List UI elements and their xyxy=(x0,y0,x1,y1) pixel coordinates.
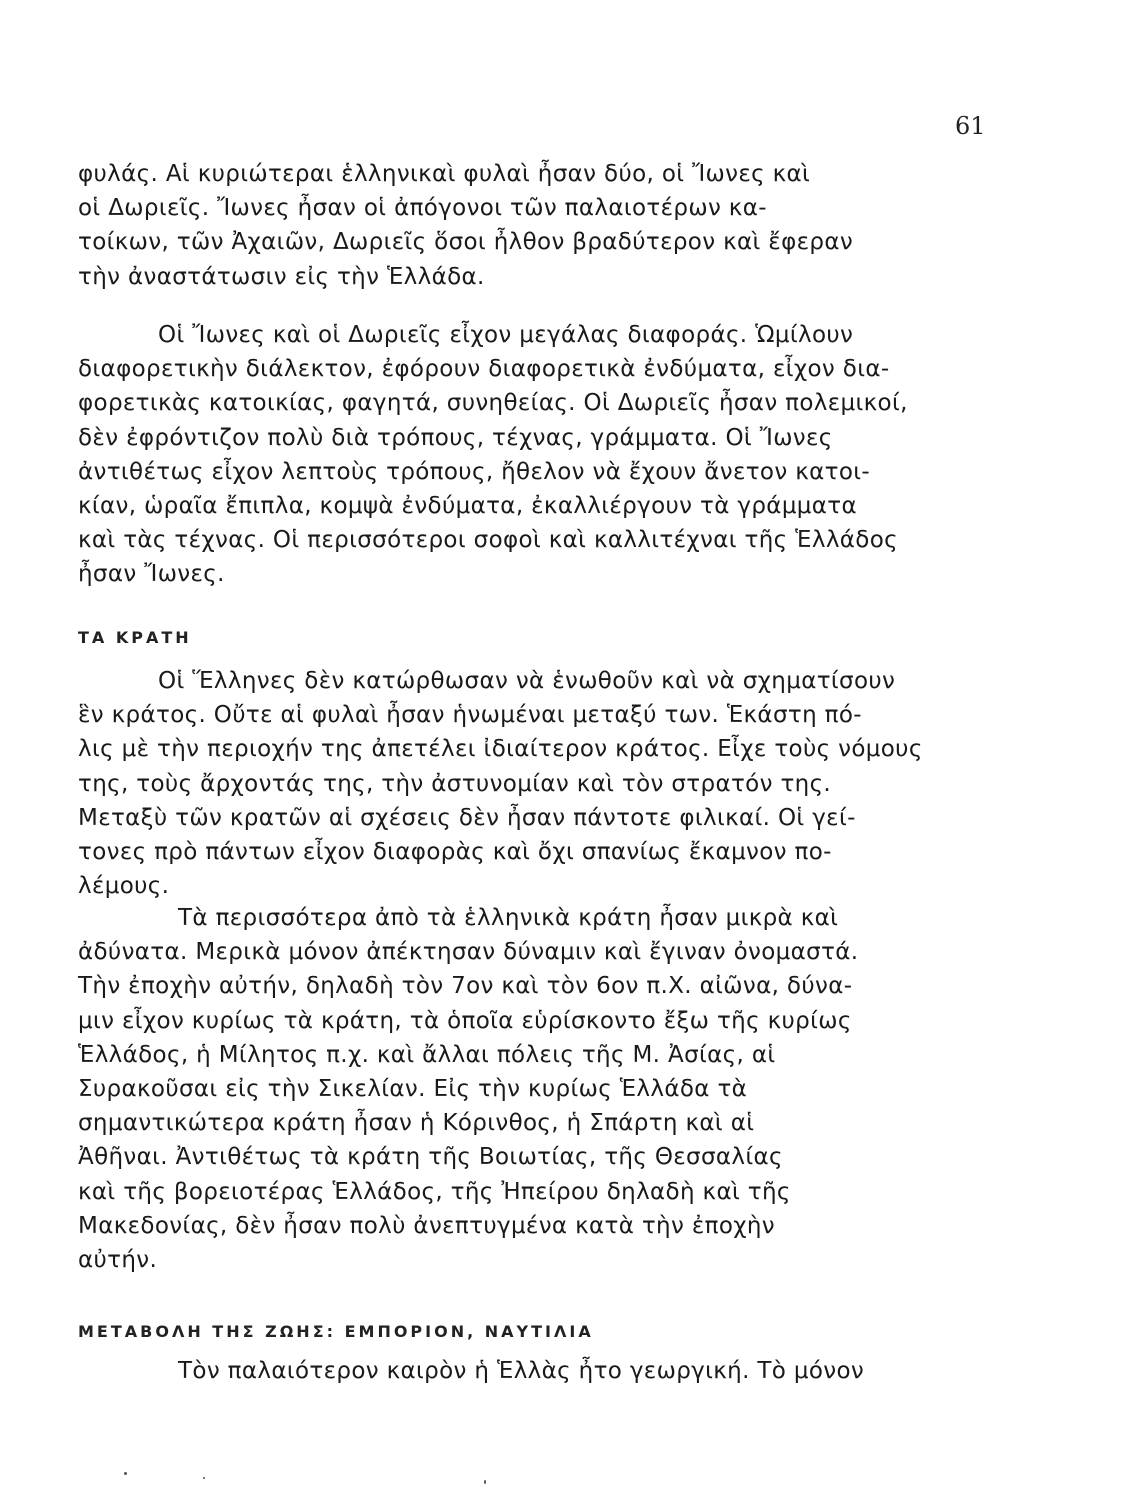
text-line: διαφορετικὴν διάλεκτον, ἐφόρουν διαφορετικὰ ἐνδύματα, εἶχον δια- xyxy=(78,356,890,383)
text-line: Τὰ περισσότερα ἀπὸ τὰ ἑλληνικὰ κράτη ἦσαν μικρὰ καὶ xyxy=(178,905,839,931)
scan-speck xyxy=(484,1480,486,1484)
paragraph-trade xyxy=(78,1354,988,1388)
text-line: δὲν ἐφρόντιζον πολὺ διὰ τρόπους, τέχνας, γράμματα. Οἱ Ἴωνες xyxy=(78,424,833,451)
text-line: Συρακοῦσαι εἰς τὴν Σικελίαν. Εἰς τὴν κυρίως Ἑλλάδα τὰ xyxy=(78,1075,748,1102)
text-line: της, τοὺς ἄρχοντάς της, τὴν ἀστυνομίαν καὶ τὸν στρατόν της. xyxy=(78,770,832,797)
text-line: φορετικὰς κατοικίας, φαγητά, συνηθείας. Οἱ Δωριεῖς ἦσαν πολεμικοί, xyxy=(78,390,908,417)
scan-speck xyxy=(203,1477,205,1479)
text-line: Μακεδονίας, δὲν ἦσαν πολὺ ἀνεπτυγμένα κατὰ τὴν ἐποχὴν xyxy=(78,1212,776,1239)
paragraph-states xyxy=(78,664,988,903)
text-line: Οἱ Ἕλληνες δὲν κατώρθωσαν νὰ ἑνωθοῦν καὶ νὰ σχηματίσουν xyxy=(158,668,896,694)
text-line: Ἀθῆναι. Ἀντιθέτως τὰ κράτη τῆς Βοιωτίας, τῆς Θεσσαλίας xyxy=(78,1144,783,1171)
text-line: ἦσαν Ἴωνες. xyxy=(78,561,225,588)
text-line: αὐτήν. xyxy=(78,1246,158,1273)
text-line: φυλάς. Αἱ κυριώτεραι ἑλληνικαὶ φυλαὶ ἦσαν δύο, οἱ Ἴωνες καὶ xyxy=(78,161,811,187)
text-line: οἱ Δωριεῖς. Ἴωνες ἦσαν οἱ ἀπόγονοι τῶν παλαιοτέρων κα- xyxy=(78,195,767,222)
text-line: καὶ τὰς τέχνας. Οἱ περισσότεροι σοφοὶ καὶ καλλιτέχναι τῆς Ἑλλάδος xyxy=(78,527,899,554)
text-line: τονες πρὸ πάντων εἶχον διαφορὰς καὶ ὄχι σπανίως ἔκαμνον πο- xyxy=(78,838,832,865)
section-heading-states: ΤΑ ΚΡΑΤΗ xyxy=(78,628,192,647)
text-line: Μεταξὺ τῶν κρατῶν αἱ σχέσεις δὲν ἦσαν πάντοτε φιλικαί. Οἱ γεί- xyxy=(78,804,856,831)
page-number: 61 xyxy=(955,112,986,140)
text-line: τὴν ἀναστάτωσιν εἰς τὴν Ἑλλάδα. xyxy=(78,263,485,290)
text-line: Τὴν ἐποχὴν αὐτήν, δηλαδὴ τὸν 7ον καὶ τὸν 6ον π.Χ. αἰῶνα, δύνα- xyxy=(78,973,853,1000)
text-line: τοίκων, τῶν Ἀχαιῶν, Δωριεῖς ὅσοι ἦλθον βραδύτερον καὶ ἔφεραν xyxy=(78,229,854,256)
text-line: Ἑλλάδος, ἡ Μίλητος π.χ. καὶ ἄλλαι πόλεις τῆς Μ. Ἀσίας, αἱ xyxy=(78,1041,776,1068)
text-line: μιν εἶχον κυρίως τὰ κράτη, τὰ ὁποῖα εὑρίσκοντο ἔξω τῆς κυρίως xyxy=(78,1007,852,1034)
scan-speck xyxy=(124,1472,127,1475)
text-line: κίαν, ὡραῖα ἔπιπλα, κομψὰ ἐνδύματα, ἐκαλλιέργουν τὰ γράμματα xyxy=(78,492,857,519)
text-line: καὶ τῆς βορειοτέρας Ἑλλάδος, τῆς Ἠπείρου δηλαδὴ καὶ τῆς xyxy=(78,1178,791,1205)
text-line: λέμους. xyxy=(78,873,170,900)
text-line: Οἱ Ἴωνες καὶ οἱ Δωριεῖς εἶχον μεγάλας διαφοράς. Ὡμίλουν xyxy=(158,322,854,348)
text-line: ἓν κράτος. Οὔτε αἱ φυλαὶ ἦσαν ἡνωμέναι μεταξύ των. Ἑκάστη πό- xyxy=(78,702,862,729)
section-heading-trade: ΜΕΤΑΒΟΛΗ ΤΗΣ ΖΩΗΣ: ΕΜΠΟΡΙΟΝ, ΝΑΥΤΙΛΙΑ xyxy=(78,1322,594,1341)
text-line: Τὸν παλαιότερον καιρὸν ἡ Ἑλλὰς ἦτο γεωργική. Τὸ μόνον xyxy=(178,1358,865,1384)
paragraph-differences xyxy=(78,318,988,592)
paragraph-tribes xyxy=(78,157,988,294)
text-line: λις μὲ τὴν περιοχήν της ἀπετέλει ἰδιαίτερον κράτος. Εἶχε τοὺς νόμους xyxy=(78,736,923,763)
text-line: ἀντιθέτως εἶχον λεπτοὺς τρόπους, ἤθελον νὰ ἔχουν ἄνετον κατοι- xyxy=(78,458,871,485)
text-line: σημαντικώτερα κράτη ἦσαν ἡ Κόρινθος, ἡ Σπάρτη καὶ αἱ xyxy=(78,1110,755,1137)
paragraph-powerful-states xyxy=(78,901,988,1277)
text-line: ἀδύνατα. Μερικὰ μόνον ἀπέκτησαν δύναμιν καὶ ἔγιναν ὀνομαστά. xyxy=(78,939,859,966)
